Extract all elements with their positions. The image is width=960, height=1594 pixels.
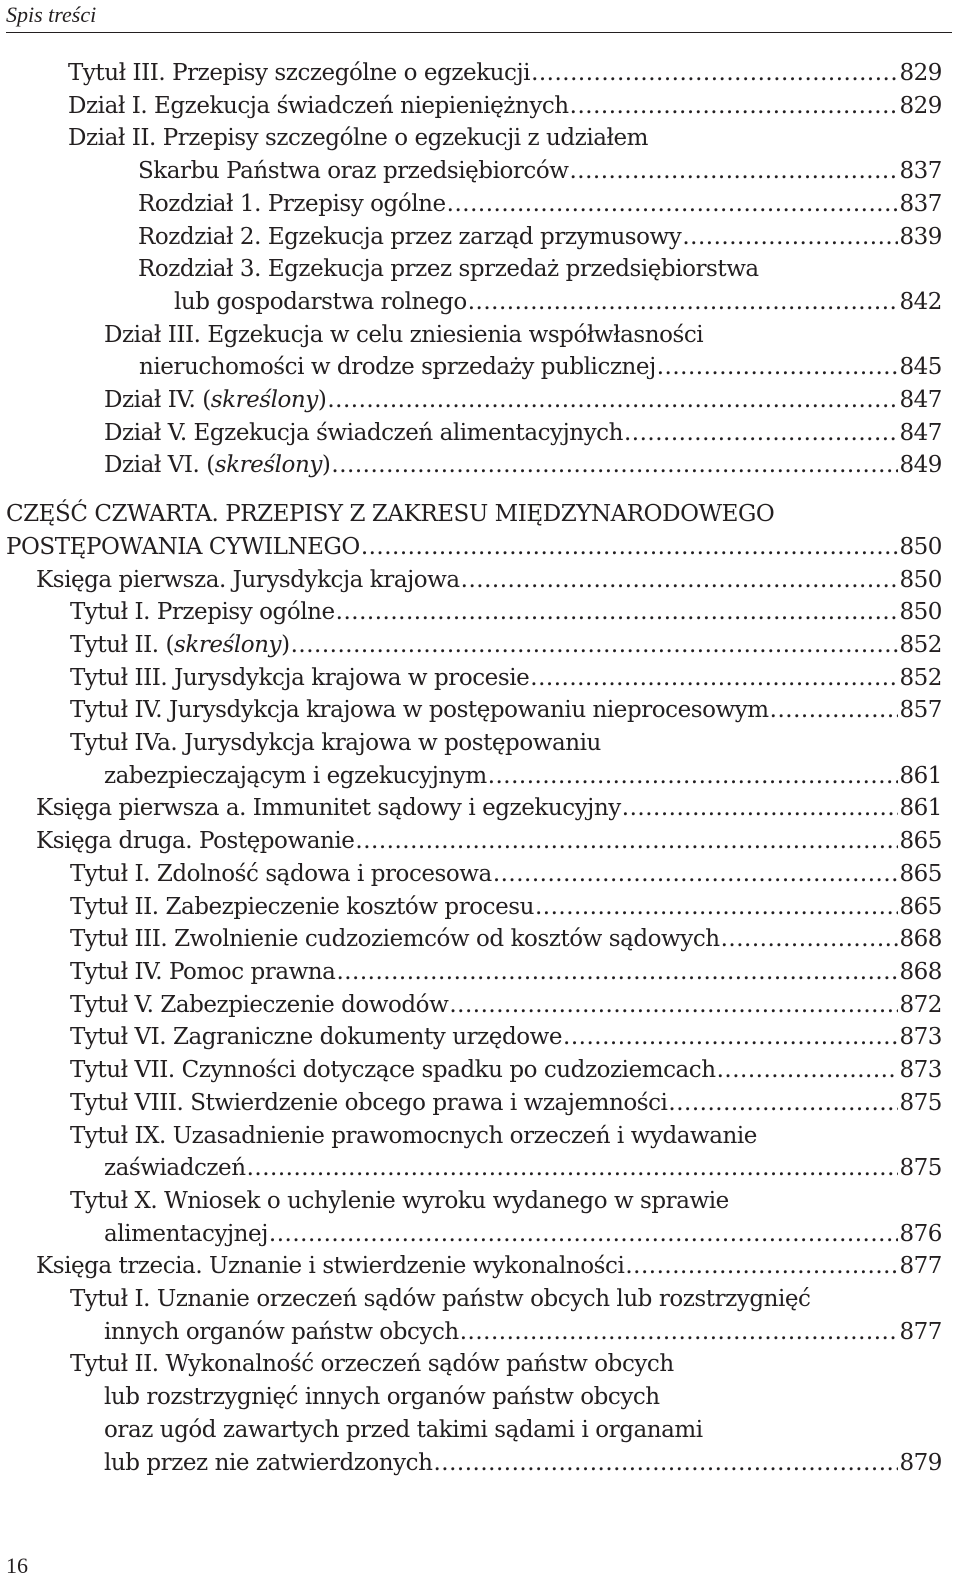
page-number: 16 <box>6 1553 28 1578</box>
toc-entry-title: Księga druga. Postępowanie <box>36 828 355 855</box>
toc-page-number: 868 <box>899 926 942 953</box>
toc-page-number: 875 <box>899 1155 942 1182</box>
toc-entry-line <box>70 923 942 956</box>
toc-entry-title: Tytuł II. Wykonalność orzeczeń sądów państw obcych <box>70 1351 674 1378</box>
toc-entry-line <box>104 1218 942 1251</box>
toc-entry-title: Tytuł II. (skreślony) <box>70 631 290 658</box>
toc-entry[interactable] <box>0 90 960 123</box>
toc-entry-line <box>104 1381 960 1414</box>
toc-leader-dots <box>622 792 899 825</box>
toc-entry-line <box>138 188 942 221</box>
running-header-title: Spis treści <box>6 2 97 27</box>
toc-entry[interactable] <box>0 221 960 254</box>
toc-entry-title-continued: lub przez nie zatwierdzonych <box>104 1449 433 1476</box>
toc-entry-line <box>6 531 942 564</box>
toc-entry-line <box>104 1152 942 1185</box>
toc-page-number: 861 <box>899 795 942 822</box>
toc-leader-dots <box>625 1250 898 1283</box>
toc-entry-title: Tytuł V. Zabezpieczenie dowodów <box>70 991 449 1018</box>
toc-entry-title: Dział II. Przepisy szczególne o egzekucji z udziałem <box>68 125 649 152</box>
toc-entry-title: Tytuł III. Przepisy szczególne o egzekucji <box>68 60 531 86</box>
toc-entry[interactable] <box>0 319 960 384</box>
toc-entry-title-continued: zaświadczeń <box>104 1155 246 1182</box>
toc-page-number: 845 <box>899 354 942 381</box>
toc-page-number: 852 <box>899 631 942 658</box>
toc-leader-dots <box>327 384 898 417</box>
toc-page-number: 829 <box>899 60 942 86</box>
toc-entry-title: Tytuł VIII. Stwierdzenie obcego prawa i wzajemności <box>70 1089 668 1116</box>
toc-entry-line <box>70 1185 960 1218</box>
toc-entry-line <box>70 1120 960 1153</box>
toc-entry-line <box>174 286 942 319</box>
toc-leader-dots <box>447 188 899 221</box>
toc-entry-title-continued: lub gospodarstwa rolnego <box>174 288 467 315</box>
toc-page-number: 857 <box>899 697 942 724</box>
toc-leader-dots <box>247 1152 899 1185</box>
toc-page-number: 847 <box>899 419 942 446</box>
toc-entry-struck-note: skreślony <box>214 452 322 479</box>
toc-page-number: 850 <box>899 566 942 593</box>
toc-page-number: 852 <box>899 664 942 691</box>
table-of-contents <box>0 57 960 1479</box>
toc-entry[interactable] <box>0 825 960 858</box>
toc-entry-line <box>104 319 960 352</box>
toc-entry-line <box>70 858 942 891</box>
toc-entry-title: Tytuł III. Zwolnienie cudzoziemców od kosztów sądowych <box>70 926 720 953</box>
toc-entry-line <box>104 1316 942 1349</box>
toc-entry[interactable] <box>0 1087 960 1120</box>
toc-entry[interactable] <box>0 449 960 482</box>
toc-page-number: 873 <box>899 1057 942 1084</box>
toc-entry-line <box>70 694 942 727</box>
toc-entry-title: Tytuł II. Zabezpieczenie kosztów procesu <box>70 893 534 920</box>
toc-entry-title: Rozdział 2. Egzekucja przez zarząd przymusowy <box>138 223 682 250</box>
toc-entry-line <box>104 449 942 482</box>
toc-entry-line <box>70 1054 942 1087</box>
toc-leader-dots <box>569 155 898 188</box>
toc-entry[interactable] <box>0 498 960 563</box>
toc-entry[interactable] <box>0 989 960 1022</box>
toc-entry-line <box>70 1021 942 1054</box>
toc-entry-title: Dział VI. (skreślony) <box>104 452 331 479</box>
toc-entry-line <box>138 253 960 286</box>
toc-entry-line <box>70 662 942 695</box>
toc-entry[interactable] <box>0 417 960 450</box>
toc-entry-title: Rozdział 3. Egzekucja przez sprzedaż przedsiębiorstwa <box>138 256 759 283</box>
toc-leader-dots <box>269 1218 899 1251</box>
toc-leader-dots <box>461 564 899 597</box>
toc-entry-line <box>36 564 942 597</box>
running-header <box>6 0 952 33</box>
toc-entry-title: Tytuł IX. Uzasadnienie prawomocnych orzeczeń i wydawanie <box>70 1122 757 1149</box>
toc-entry-title: Tytuł III. Jurysdykcja krajowa w procesie <box>70 664 530 691</box>
toc-entry[interactable] <box>0 1120 960 1185</box>
toc-entry-struck-note: skreślony <box>210 387 318 414</box>
toc-leader-dots <box>493 858 899 891</box>
toc-entry-title: Dział V. Egzekucja świadczeń alimentacyjnych <box>104 419 623 446</box>
toc-leader-dots <box>570 90 899 123</box>
toc-entry-title: Tytuł X. Wniosek o uchylenie wyroku wydanego w sprawie <box>70 1187 729 1214</box>
toc-entry-line <box>138 221 942 254</box>
toc-entry-line <box>70 989 942 1022</box>
toc-entry[interactable] <box>0 596 960 629</box>
toc-entry[interactable] <box>0 923 960 956</box>
toc-entry-title: Dział IV. (skreślony) <box>104 387 327 414</box>
toc-entry-line <box>70 1348 960 1381</box>
toc-page-number: 861 <box>899 762 942 789</box>
toc-entry-title-continued: POSTĘPOWANIA CYWILNEGO <box>6 533 360 560</box>
toc-entry[interactable] <box>0 858 960 891</box>
toc-page-number: 837 <box>899 158 942 185</box>
toc-leader-dots <box>336 956 898 989</box>
toc-entry[interactable] <box>0 629 960 662</box>
toc-entry-line <box>70 596 942 629</box>
toc-entry-title: CZĘŚĆ CZWARTA. PRZEPISY Z ZAKRESU MIĘDZYNARODOWEGO <box>6 501 775 528</box>
toc-entry-title-continued: innych organów państw obcych <box>104 1318 459 1345</box>
toc-entry-title: Tytuł VII. Czynności dotyczące spadku po cudzoziemcach <box>70 1057 716 1084</box>
toc-page-number: 850 <box>899 533 942 560</box>
toc-page-number: 839 <box>899 223 942 250</box>
toc-page-number: 847 <box>899 387 942 414</box>
toc-page-number: 876 <box>899 1220 942 1247</box>
toc-leader-dots <box>657 351 899 384</box>
toc-leader-dots <box>531 57 898 90</box>
toc-leader-dots <box>331 449 898 482</box>
toc-entry[interactable] <box>0 1250 960 1283</box>
toc-entry-label: Dział IV. <box>104 387 203 414</box>
toc-entry-line <box>70 891 942 924</box>
toc-leader-dots <box>721 923 899 956</box>
toc-page-number: 850 <box>899 599 942 626</box>
toc-leader-dots <box>449 989 898 1022</box>
toc-entry[interactable] <box>0 1185 960 1250</box>
toc-entry-line <box>36 825 942 858</box>
toc-entry-line <box>70 1087 942 1120</box>
toc-entry-line <box>104 760 942 793</box>
toc-entry[interactable] <box>0 662 960 695</box>
toc-entry-title-continued: oraz ugód zawartych przed takimi sądami i organami <box>104 1416 703 1443</box>
toc-entry-title-continued: lub rozstrzygnięć innych organów państw obcych <box>104 1384 660 1411</box>
toc-entry-title: Tytuł IV. Pomoc prawna <box>70 958 336 985</box>
toc-entry-title: Rozdział 1. Przepisy ogólne <box>138 190 446 217</box>
toc-entry[interactable] <box>0 727 960 792</box>
toc-entry-line <box>104 1414 960 1447</box>
toc-entry-title: Tytuł IVa. Jurysdykcja krajowa w postępowaniu <box>70 730 601 757</box>
toc-page-number: 877 <box>899 1253 942 1280</box>
toc-entry[interactable] <box>0 188 960 221</box>
toc-page-number: 865 <box>899 893 942 920</box>
toc-entry[interactable] <box>0 253 960 318</box>
toc-leader-dots <box>535 891 898 924</box>
toc-entry-title: Księga trzecia. Uznanie i stwierdzenie wykonalności <box>36 1253 625 1280</box>
toc-leader-dots <box>291 629 899 662</box>
toc-leader-dots <box>361 531 899 564</box>
toc-entry[interactable] <box>0 1283 960 1348</box>
toc-entry-title: Księga pierwsza a. Immunitet sądowy i egzekucyjny <box>36 795 621 822</box>
toc-leader-dots <box>668 1087 898 1120</box>
toc-page-number: 865 <box>899 828 942 855</box>
toc-page-number: 877 <box>899 1318 942 1345</box>
toc-page-number: 842 <box>899 288 942 315</box>
toc-entry-line <box>139 351 942 384</box>
toc-entry-title: Tytuł I. Przepisy ogólne <box>70 599 335 626</box>
toc-entry-line <box>70 1283 960 1316</box>
toc-entry[interactable] <box>0 1021 960 1054</box>
toc-entry-title-continued: Skarbu Państwa oraz przedsiębiorców <box>138 158 569 185</box>
toc-leader-dots <box>355 825 898 858</box>
toc-entry-title-continued: zabezpieczającym i egzekucyjnym <box>104 762 487 789</box>
toc-entry-title-continued: nieruchomości w drodze sprzedaży publicznej <box>139 354 656 381</box>
toc-entry-line <box>138 155 942 188</box>
toc-page-number: 865 <box>899 860 942 887</box>
toc-page-number: 879 <box>899 1449 942 1476</box>
toc-entry-struck-note: skreślony <box>173 631 282 658</box>
toc-entry-line <box>70 629 942 662</box>
toc-page-number: 872 <box>899 991 942 1018</box>
toc-entry-title: Tytuł I. Uznanie orzeczeń sądów państw obcych lub rozstrzygnięć <box>70 1286 811 1313</box>
toc-entry-line <box>36 1250 942 1283</box>
toc-entry[interactable] <box>0 956 960 989</box>
toc-entry-line <box>70 727 960 760</box>
toc-entry-line <box>104 417 942 450</box>
toc-page-number: 829 <box>899 92 942 119</box>
toc-entry-line <box>6 498 960 531</box>
toc-leader-dots <box>460 1316 899 1349</box>
toc-entry-title: Dział I. Egzekucja świadczeń niepieniężnych <box>68 92 569 119</box>
toc-entry-title-continued: alimentacyjnej <box>104 1220 268 1247</box>
toc-entry[interactable] <box>0 122 960 187</box>
toc-entry[interactable] <box>0 564 960 597</box>
toc-entry-line <box>68 122 960 155</box>
toc-entry-line <box>104 1447 942 1480</box>
toc-leader-dots <box>433 1447 898 1480</box>
toc-leader-dots <box>717 1054 899 1087</box>
toc-entry-line <box>68 90 942 123</box>
toc-entry[interactable] <box>0 1348 960 1479</box>
toc-entry[interactable] <box>0 1054 960 1087</box>
toc-entry-title: Tytuł IV. Jurysdykcja krajowa w postępowaniu nieprocesowym <box>70 697 769 724</box>
toc-entry[interactable] <box>0 694 960 727</box>
toc-page-number: 873 <box>899 1024 942 1051</box>
toc-entry-title: Dział III. Egzekucja w celu zniesienia współwłasności <box>104 321 704 348</box>
toc-page-number: 849 <box>899 452 942 479</box>
toc-page-number: 868 <box>899 958 942 985</box>
toc-leader-dots <box>488 760 899 793</box>
toc-entry-label: Tytuł II. <box>70 631 166 658</box>
toc-entry[interactable] <box>0 891 960 924</box>
toc-leader-dots <box>770 694 899 727</box>
toc-leader-dots <box>530 662 898 695</box>
toc-entry-line <box>70 956 942 989</box>
toc-leader-dots <box>624 417 898 450</box>
toc-entry-label: Dział VI. <box>104 452 207 479</box>
toc-entry-title: Tytuł I. Zdolność sądowa i procesowa <box>70 860 492 887</box>
toc-entry-line <box>68 57 942 90</box>
toc-page-number: 837 <box>899 190 942 217</box>
toc-leader-dots <box>563 1021 898 1054</box>
toc-leader-dots <box>336 596 899 629</box>
toc-page-number: 875 <box>899 1089 942 1116</box>
toc-entry[interactable] <box>0 384 960 417</box>
toc-entry[interactable] <box>0 792 960 825</box>
toc-leader-dots <box>468 286 899 319</box>
toc-entry-title: Księga pierwsza. Jurysdykcja krajowa <box>36 566 460 593</box>
toc-entry-title: Tytuł VI. Zagraniczne dokumenty urzędowe <box>70 1024 563 1051</box>
toc-leader-dots <box>682 221 898 254</box>
toc-entry[interactable] <box>0 57 960 90</box>
toc-entry-line <box>104 384 942 417</box>
toc-entry-line <box>36 792 942 825</box>
